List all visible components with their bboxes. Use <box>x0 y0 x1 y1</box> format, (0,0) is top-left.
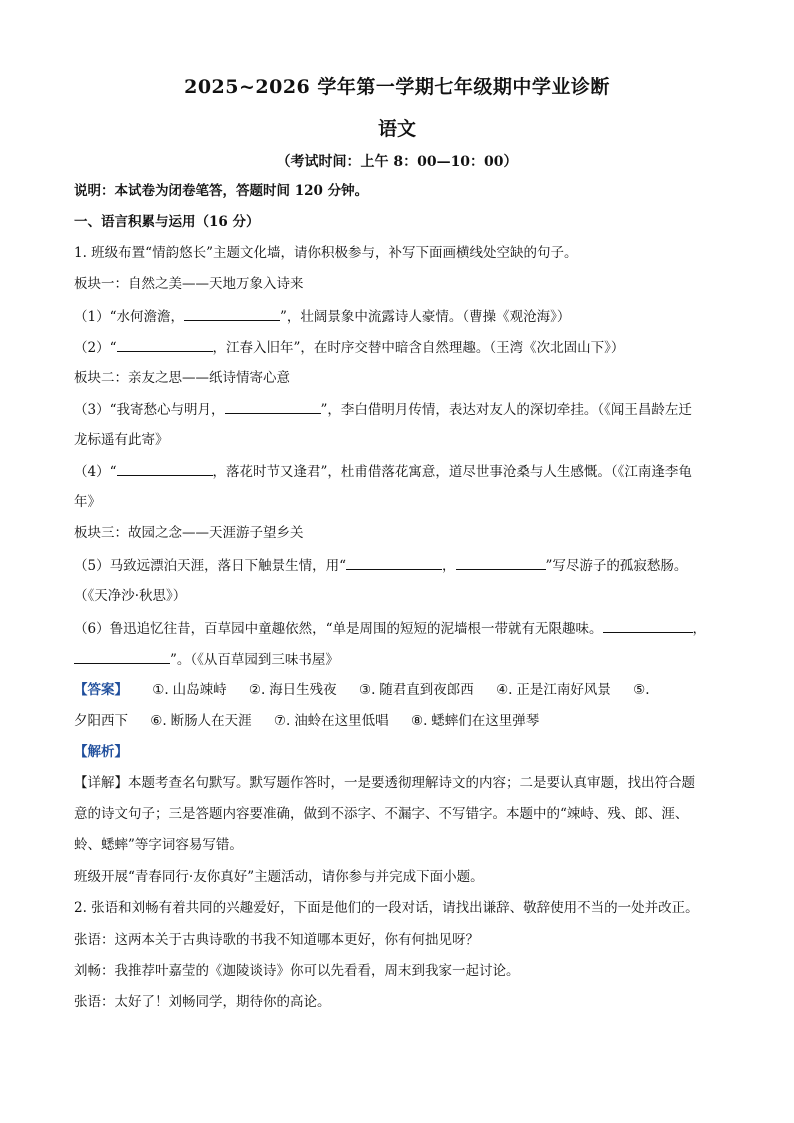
answer-item: ②. 海日生残夜 <box>248 682 337 698</box>
item-6-text-b: ， <box>692 621 706 637</box>
exam-time: （考试时间：上午 8：00—10：00） <box>276 154 518 170</box>
item-3-text-b: ”，李白借明月传情，表达对友人的深切牵挂。（《闻王昌龄左迁 <box>320 402 692 418</box>
answer-blank[interactable] <box>184 306 280 321</box>
answer-blank[interactable] <box>117 461 213 476</box>
answer-item-5-text: 夕阳西下 <box>74 713 128 729</box>
question-1-stem: 1. 班级布置“情韵悠长”主题文化墙，请你积极参与，补写下面画横线处空缺的句子。 <box>74 245 578 261</box>
item-5-text-d: （《天净沙·秋思》） <box>74 588 187 604</box>
question-1-item-2 <box>74 337 734 358</box>
answer-item: ⑥. 断肠人在天涯 <box>150 713 252 729</box>
subject-title: 语文 <box>377 118 416 140</box>
answer-item: ①. 山岛竦峙 <box>152 682 227 698</box>
item-2-text-b: ，江春入旧年”，在时序交替中暗含自然理趣。（王湾《次北固山下》） <box>212 340 625 356</box>
block-2-title: 板块二：亲友之思——纸诗情寄心意 <box>74 370 290 386</box>
item-5-text-b: ， <box>442 558 456 574</box>
exam-note: 说明：本试卷为闭卷笔答，答题时间 120 分钟。 <box>74 183 369 199</box>
answer-item: ③. 随君直到夜郎西 <box>358 682 474 698</box>
answer-blank[interactable] <box>456 555 546 570</box>
answer-blank[interactable] <box>225 399 321 414</box>
dialogue-line-1: 张语：这两本关于古典诗歌的书我不知道哪本更好，你有何拙见呀？ <box>74 932 479 948</box>
answer-blank[interactable] <box>74 649 170 664</box>
analysis-detail-2: 意的诗文句子；三是答题内容要准确，做到不添字、不漏字、不写错字。本题中的“竦峙、残、郎、涯、 <box>74 806 689 822</box>
block-1-title: 板块一：自然之美——天地万象入诗来 <box>74 276 304 292</box>
item-1-text-b: ”，壮阔景象中流露诗人豪情。（曹操《观沧海》） <box>280 309 571 325</box>
answer-row-1 <box>74 680 734 700</box>
dialogue-line-2: 刘畅：我推荐叶嘉莹的《迦陵谈诗》你可以先看看，周末到我家一起讨论。 <box>74 963 520 979</box>
answer-label: 【答案】 <box>74 682 128 698</box>
item-6-text-c: ”。（《从百草园到三味书屋》 <box>170 652 339 668</box>
answer-item-5-num: ⑤. <box>633 682 650 698</box>
question-1-item-3 <box>74 399 734 420</box>
question-1-item-6-cont <box>74 649 734 670</box>
section-heading: 一、语言积累与运用（16 分） <box>74 214 260 230</box>
answer-row-2 <box>74 711 734 731</box>
answer-item: ⑦. 油蛉在这里低唱 <box>273 713 389 729</box>
analysis-detail-1: 【详解】本题考查名句默写。默写题作答时，一是要透彻理解诗文的内容；二是要认真审题，找出符合题 <box>74 775 695 791</box>
item-5-text-a: （5）马致远漂泊天涯，落日下触景生情，用“ <box>74 558 346 574</box>
question-2-stem: 2. 张语和刘畅有着共同的兴趣爱好，下面是他们的一段对话，请找出谦辞、敬辞使用不当的一处并改正。 <box>74 900 699 916</box>
answer-blank[interactable] <box>346 555 442 570</box>
answer-blank[interactable] <box>117 337 213 352</box>
block-3-title: 板块三：故园之念——天涯游子望乡关 <box>74 525 304 541</box>
analysis-label: 【解析】 <box>74 744 128 760</box>
question-1-item-5 <box>74 555 734 576</box>
item-3-text-a: （3）“我寄愁心与明月， <box>74 402 225 418</box>
item-6-text-a: （6）鲁迅追忆往昔，百草园中童趣依然，“单是周围的短短的泥墙根一带就有无限趣味。 <box>74 621 603 637</box>
answer-item: ④. 正是江南好风景 <box>496 682 611 698</box>
item-2-text-a: （2）“ <box>74 340 117 356</box>
dialogue-line-3: 张语：太好了！刘畅同学，期待你的高论。 <box>74 994 331 1010</box>
analysis-detail-3: 蛉、蟋蟀”等字词容易写错。 <box>74 837 243 853</box>
question-1-item-1 <box>74 306 734 327</box>
item-4-text-b: ，落花时节又逢君”，杜甫借落花寓意，道尽世事沧桑与人生感慨。（《江南逢李龟 <box>212 464 692 480</box>
answer-blank[interactable] <box>603 618 693 633</box>
item-3-text-c: 龙标遥有此寄》 <box>74 432 169 448</box>
question-1-item-4 <box>74 461 734 482</box>
answer-item: ⑧. 蟋蟀们在这里弹琴 <box>410 713 540 729</box>
item-5-text-c: ”写尽游子的孤寂愁肠。 <box>545 558 688 574</box>
question-1-item-6 <box>74 618 734 639</box>
item-4-text-c: 年》 <box>74 494 101 510</box>
item-4-text-a: （4）“ <box>74 464 117 480</box>
activity-intro: 班级开展“青春同行·友你真好”主题活动，请你参与并完成下面小题。 <box>74 869 484 885</box>
item-1-text-a: （1）“水何澹澹， <box>74 309 184 325</box>
exam-title: 2025~2026 学年第一学期七年级期中学业诊断 <box>184 76 610 98</box>
